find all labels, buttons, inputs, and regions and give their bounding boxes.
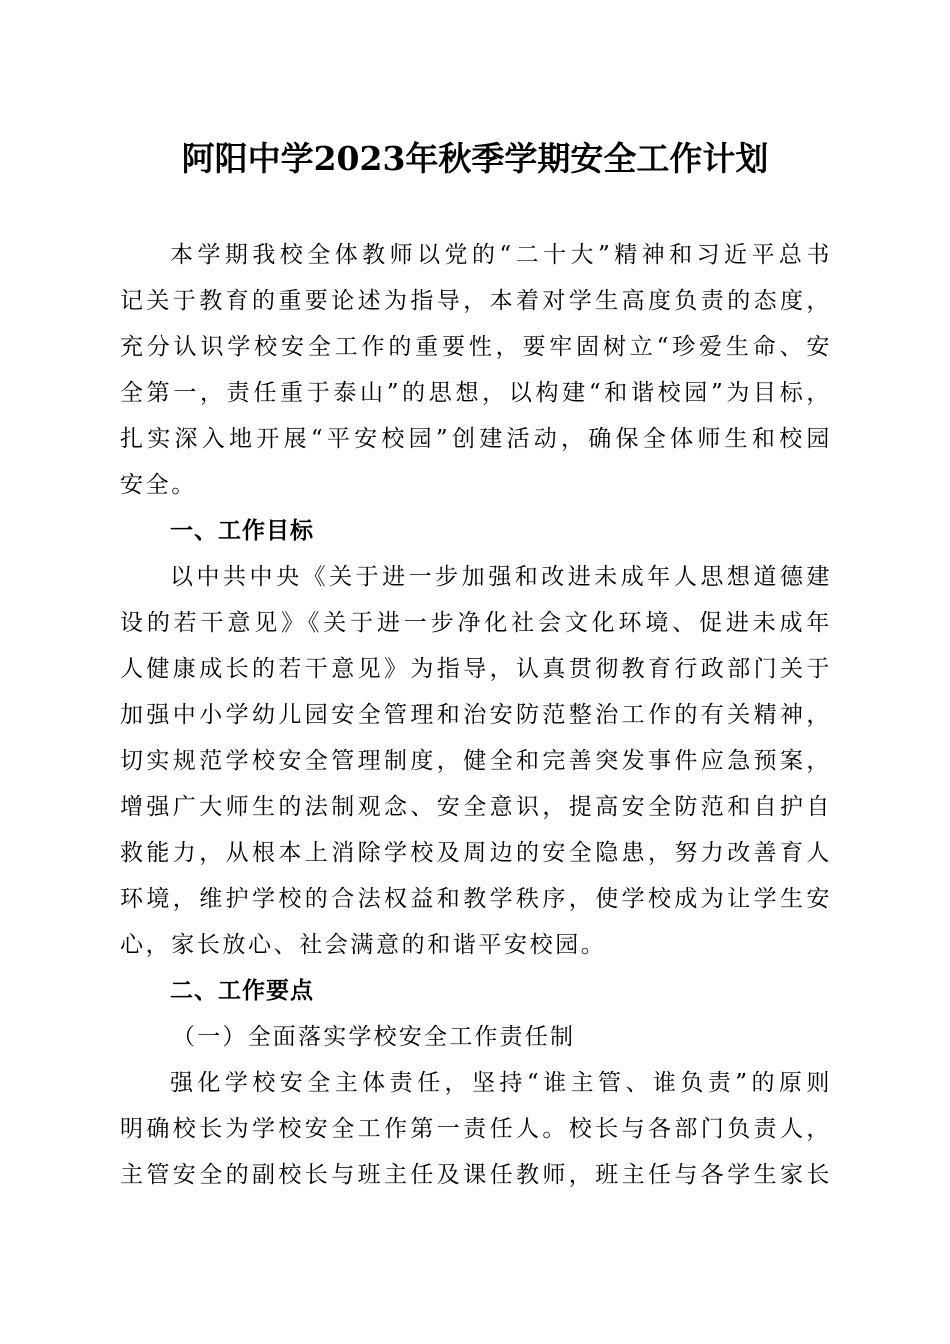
section1-line: 以中共中央《关于进一步加强和改进未成年人思想道德建	[170, 564, 832, 590]
section2-line: 明确校长为学校安全工作第一责任人。校长与各部门负责人，	[120, 1116, 832, 1142]
section1-line: 增强广大师生的法制观念、安全意识，提高安全防范和自护自	[120, 794, 832, 820]
section1-line: 设的若干意见》《关于进一步净化社会文化环境、促进未成年	[120, 610, 832, 636]
subsection-heading: （一）全面落实学校安全工作责任制	[172, 1024, 576, 1050]
intro-line: 安全。	[120, 472, 197, 498]
section1-line: 环境，维护学校的合法权益和教学秩序，使学校成为让学生安	[120, 886, 832, 912]
section1-line: 心，家长放心、社会满意的和谐平安校园。	[120, 932, 607, 958]
intro-line: 记关于教育的重要论述为指导，本着对学生高度负责的态度，	[120, 288, 832, 314]
section1-line: 救能力，从根本上消除学校及周边的安全隐患，努力改善育人	[120, 840, 832, 866]
section2-line: 强化学校安全主体责任，坚持“谁主管、谁负责”的原则	[170, 1070, 832, 1096]
intro-line: 扎实深入地开展“平安校园”创建活动，确保全体师生和校园	[120, 426, 832, 452]
intro-line: 全第一，责任重于泰山”的思想，以构建“和谐校园”为目标，	[120, 380, 832, 406]
section1-line: 人健康成长的若干意见》为指导，认真贯彻教育行政部门关于	[120, 656, 832, 682]
section-heading-goals: 一、工作目标	[170, 517, 314, 544]
section2-line: 主管安全的副校长与班主任及课任教师，班主任与各学生家长	[120, 1162, 832, 1188]
intro-line: 本学期我校全体教师以党的“二十大”精神和习近平总书	[170, 242, 832, 268]
document-title: 阿阳中学2023年秋季学期安全工作计划	[181, 139, 769, 178]
intro-line: 充分认识学校安全工作的重要性，要牢固树立“珍爱生命、安	[120, 334, 832, 360]
section1-line: 切实规范学校安全管理制度，健全和完善突发事件应急预案，	[120, 748, 832, 774]
document-body	[120, 232, 832, 1198]
section-heading-key-points: 二、工作要点	[170, 977, 314, 1004]
section1-line: 加强中小学幼儿园安全管理和治安防范整治工作的有关精神，	[120, 702, 832, 728]
